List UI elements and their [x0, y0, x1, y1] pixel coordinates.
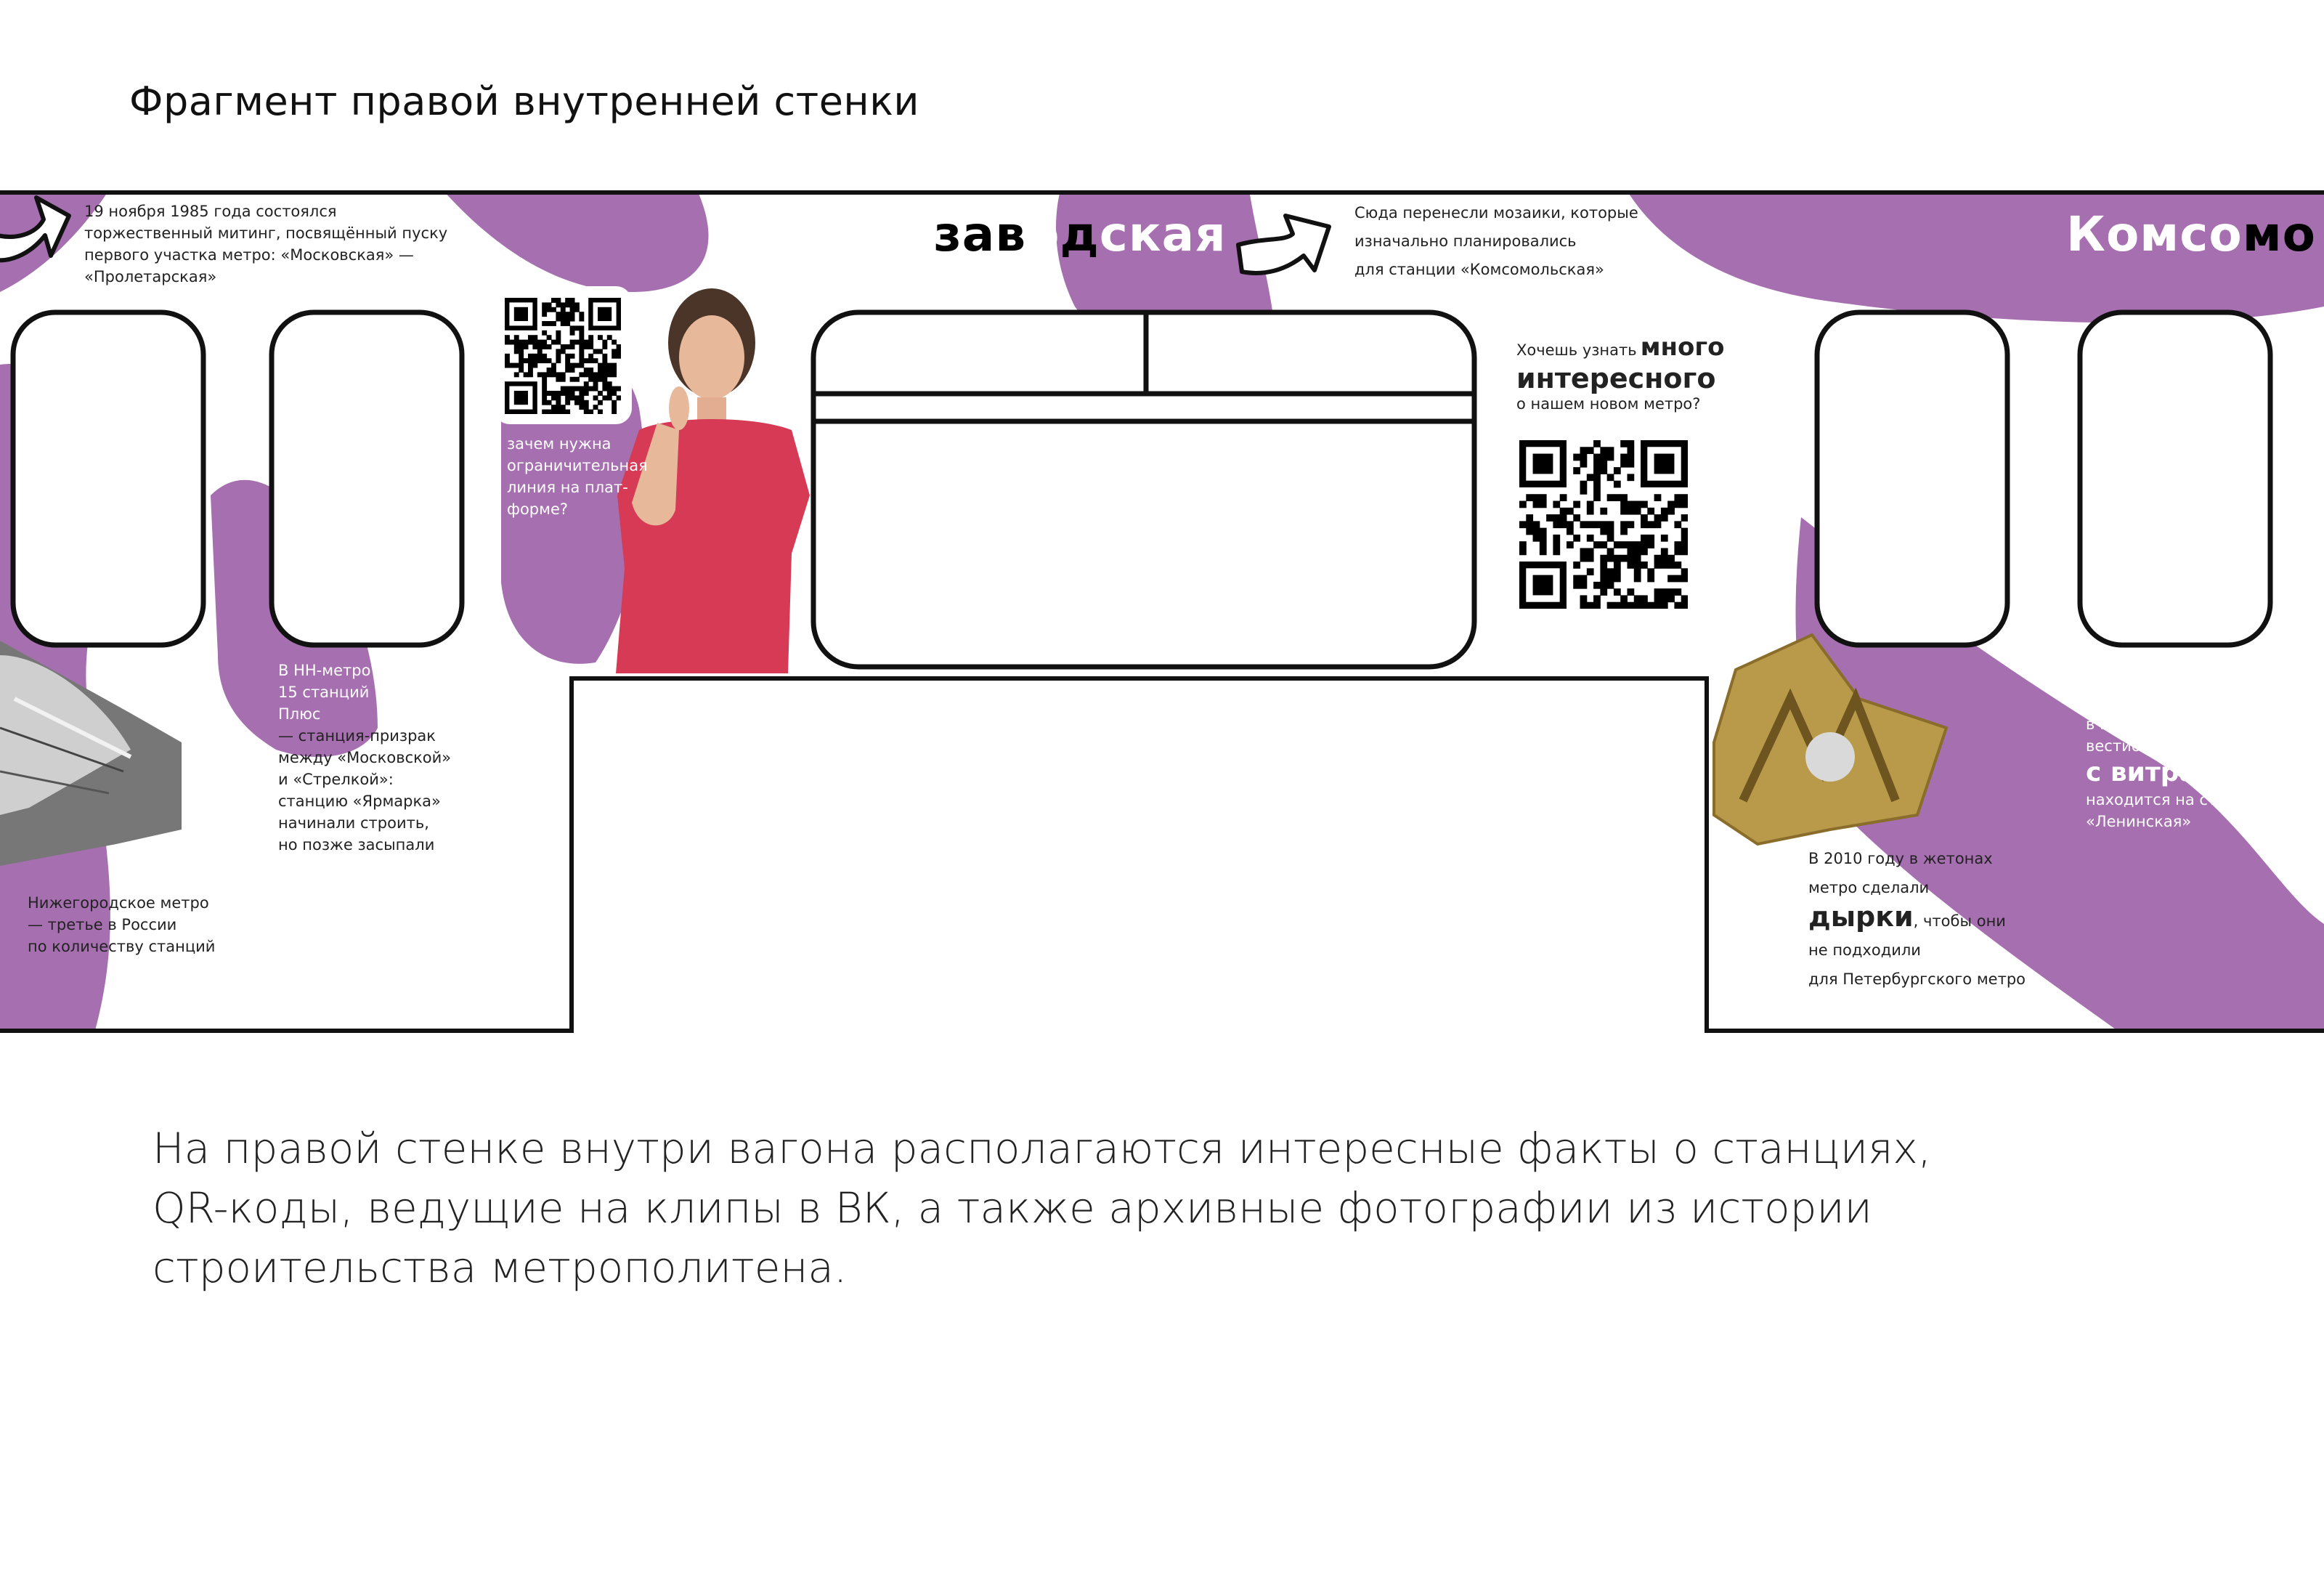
- window: [1817, 312, 2007, 645]
- station-name-avtozavodskaya: Автозаводская: [803, 206, 1227, 262]
- fact-rally: 19 ноября 1985 года состоялся торжественный митинг, посвящённый пуску первого участка метро: «Московская» — «Пролетарская»: [84, 203, 448, 285]
- caption: [153, 1119, 1968, 1297]
- fact-third-in-russia: Нижегородское метро — третье в России по количеству станций: [28, 894, 216, 955]
- fact-stained-glass: Единственный в Нижнем Новгороде вестибюль метро с витражами находится на станции «Ленинская»: [2086, 694, 2280, 830]
- window: [2080, 312, 2270, 645]
- window: [13, 312, 203, 645]
- fact-want-to-know: Хочешь узнать много интересного о нашем новом метро?: [1516, 333, 1725, 413]
- station-name-komsomolskaya: Комсомо: [2066, 206, 2316, 262]
- wall-panel: [0, 190, 2324, 1033]
- fact-stations-count: В НН-метро 15 станций Плюс — станция-призрак между «Московской» и «Стрелкой»: станцию «Ярмарка» начинали строить, но позже засыпали: [278, 662, 452, 854]
- fact-tokens: В 2010 году в жетонах метро сделали дырки, чтобы они не подходили для Петербургского метро: [1808, 850, 2026, 988]
- fact-mosaics: Сюда перенесли мозаики, которые изначально планировались для станции «Комсомольская»: [1354, 204, 1638, 278]
- caption-line: строительства метрополитена.: [153, 1243, 848, 1292]
- purple-blob: [443, 190, 709, 292]
- page-title: Фрагмент правой внутренней стенки: [129, 78, 919, 124]
- caption-line: На правой стенке внутри вагона располагаются интересные факты о станциях,: [153, 1124, 1932, 1173]
- tunnel-photo: [0, 641, 182, 866]
- qr-code-icon[interactable]: [1519, 440, 1688, 609]
- window: [272, 312, 462, 645]
- fact-line-question: зачем нужна ограничительная линия на плат- форме?: [507, 435, 648, 518]
- qr-code-icon[interactable]: [505, 298, 621, 414]
- door-cutout: [572, 678, 1707, 1033]
- caption-line: QR-коды, ведущие на клипы в ВК, а также архивные фотографии из истории: [153, 1183, 1872, 1233]
